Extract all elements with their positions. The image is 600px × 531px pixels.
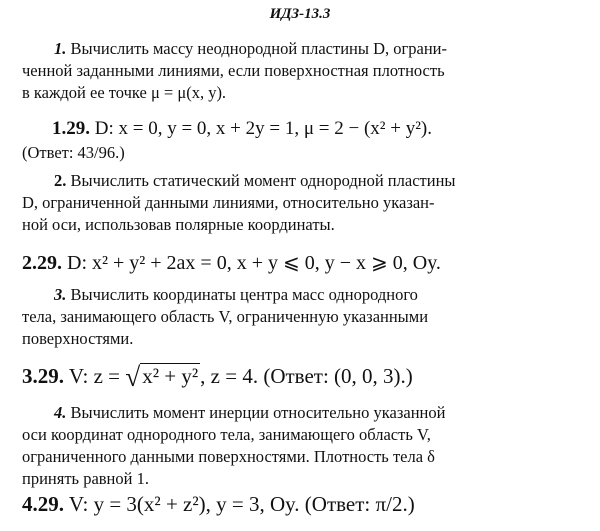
sqrt-icon: √	[125, 362, 141, 392]
task-2-text	[22, 170, 582, 236]
task-1-line-3: в каждой ее точке μ = μ(x, y).	[22, 83, 227, 102]
task-3-text	[22, 284, 582, 350]
task-2-line-1: Вычислить статический момент однородной пластины	[70, 171, 456, 190]
variant-4-formula	[22, 492, 415, 517]
task-4-number: 4.	[54, 403, 67, 422]
variant-4-expression: V: y = 3(x² + z²), y = 3, Oy. (Ответ: π/2.)	[68, 492, 415, 516]
task-4-line-3: ограниченного данными поверхностями. Плотность тела δ	[22, 447, 435, 466]
variant-3-prefix: V: z =	[68, 364, 126, 388]
variant-3-suffix: , z = 4. (Ответ: (0, 0, 3).)	[200, 364, 413, 388]
task-1-number: 1.	[54, 39, 67, 58]
task-1-line-1: Вычислить массу неоднородной пластины D, ограни-	[70, 39, 447, 58]
variant-1-answer: (Ответ: 43/96.)	[22, 143, 125, 162]
variant-2-number: 2.29.	[22, 252, 62, 274]
task-4-line-1: Вычислить момент инерции относительно указанной	[70, 403, 446, 422]
task-2-line-2: D, ограниченной данными линиями, относительно указан-	[22, 193, 435, 212]
task-1-text	[22, 38, 582, 104]
task-2-number: 2.	[54, 171, 67, 190]
sqrt-radicand: x² + y²	[142, 364, 199, 388]
task-4-text	[22, 402, 582, 490]
task-1-line-2: ченной заданными линиями, если поверхностная плотность	[22, 61, 445, 80]
variant-2-formula	[22, 250, 441, 275]
variant-1-number: 1.29.	[52, 118, 90, 139]
variant-3-formula	[22, 362, 413, 393]
variant-4-number: 4.29.	[22, 492, 64, 516]
variant-3-number: 3.29.	[22, 364, 64, 388]
task-3-line-1: Вычислить координаты центра масс однородного	[70, 285, 418, 304]
square-root	[125, 362, 200, 393]
task-3-line-2: тела, занимающего область V, ограниченную указанными	[22, 307, 429, 326]
variant-1-formula	[52, 118, 432, 140]
task-3-line-3: поверхностями.	[22, 329, 134, 348]
task-4-line-4: принять равной 1.	[22, 469, 149, 488]
variant-1-expression: D: x = 0, y = 0, x + 2y = 1, μ = 2 − (x² + y²).	[94, 118, 432, 139]
variant-2-expression: D: x² + y² + 2ax = 0, x + y ⩽ 0, y − x ⩾ 0, Oy.	[67, 252, 441, 274]
task-4-line-2: оси координат однородного тела, занимающего область V,	[22, 425, 431, 444]
task-2-line-3: ной оси, использовав полярные координаты.	[22, 215, 335, 234]
document-title: ИДЗ-13.3	[269, 6, 331, 22]
task-3-number: 3.	[54, 285, 67, 304]
